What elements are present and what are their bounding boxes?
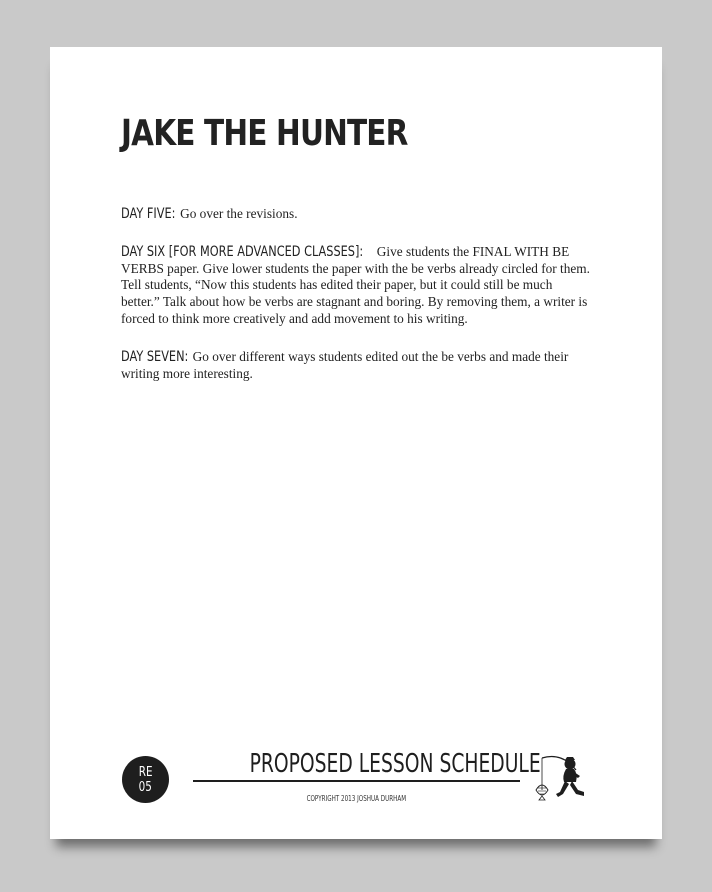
lesson-content (121, 206, 591, 403)
day-seven-text: Go over different ways students edited out the be verbs and made their writing more interesting. (121, 348, 569, 381)
page-number-badge (122, 756, 169, 803)
day-six-label: DAY SIX [FOR MORE ADVANCED CLASSES]: (121, 243, 364, 260)
page-title: JAKE THE HUNTER (121, 113, 408, 154)
boy-fishing-logo-icon (532, 750, 596, 806)
footer-title (193, 749, 541, 782)
day-five-paragraph (121, 206, 591, 223)
badge-line-1: RE (138, 764, 153, 780)
day-five-label: DAY FIVE: (121, 206, 176, 222)
day-five-text: Go over the revisions. (176, 206, 298, 221)
footer-title-text: PROPOSED LESSON SCHEDULE (249, 749, 541, 779)
day-seven-paragraph (121, 349, 591, 383)
document-page (50, 47, 662, 839)
copyright-text: COPYRIGHT 2013 JOSHUA DURHAM (306, 794, 407, 803)
day-six-paragraph (121, 244, 591, 328)
day-seven-label: DAY SEVEN: (121, 348, 189, 365)
badge-line-2: 05 (138, 779, 153, 795)
copyright-notice (193, 794, 520, 803)
day-six-text: Give students the FINAL WITH BE VERBS paper. Give lower students the paper with the be verbs already circled for them. Tell students, “Now this students has edited their paper, but it could still be much better.” Talk about how be verbs are stagnant and boring. By removing them, a writer is forced to think more creatively and add movement to his writing. (121, 243, 590, 326)
